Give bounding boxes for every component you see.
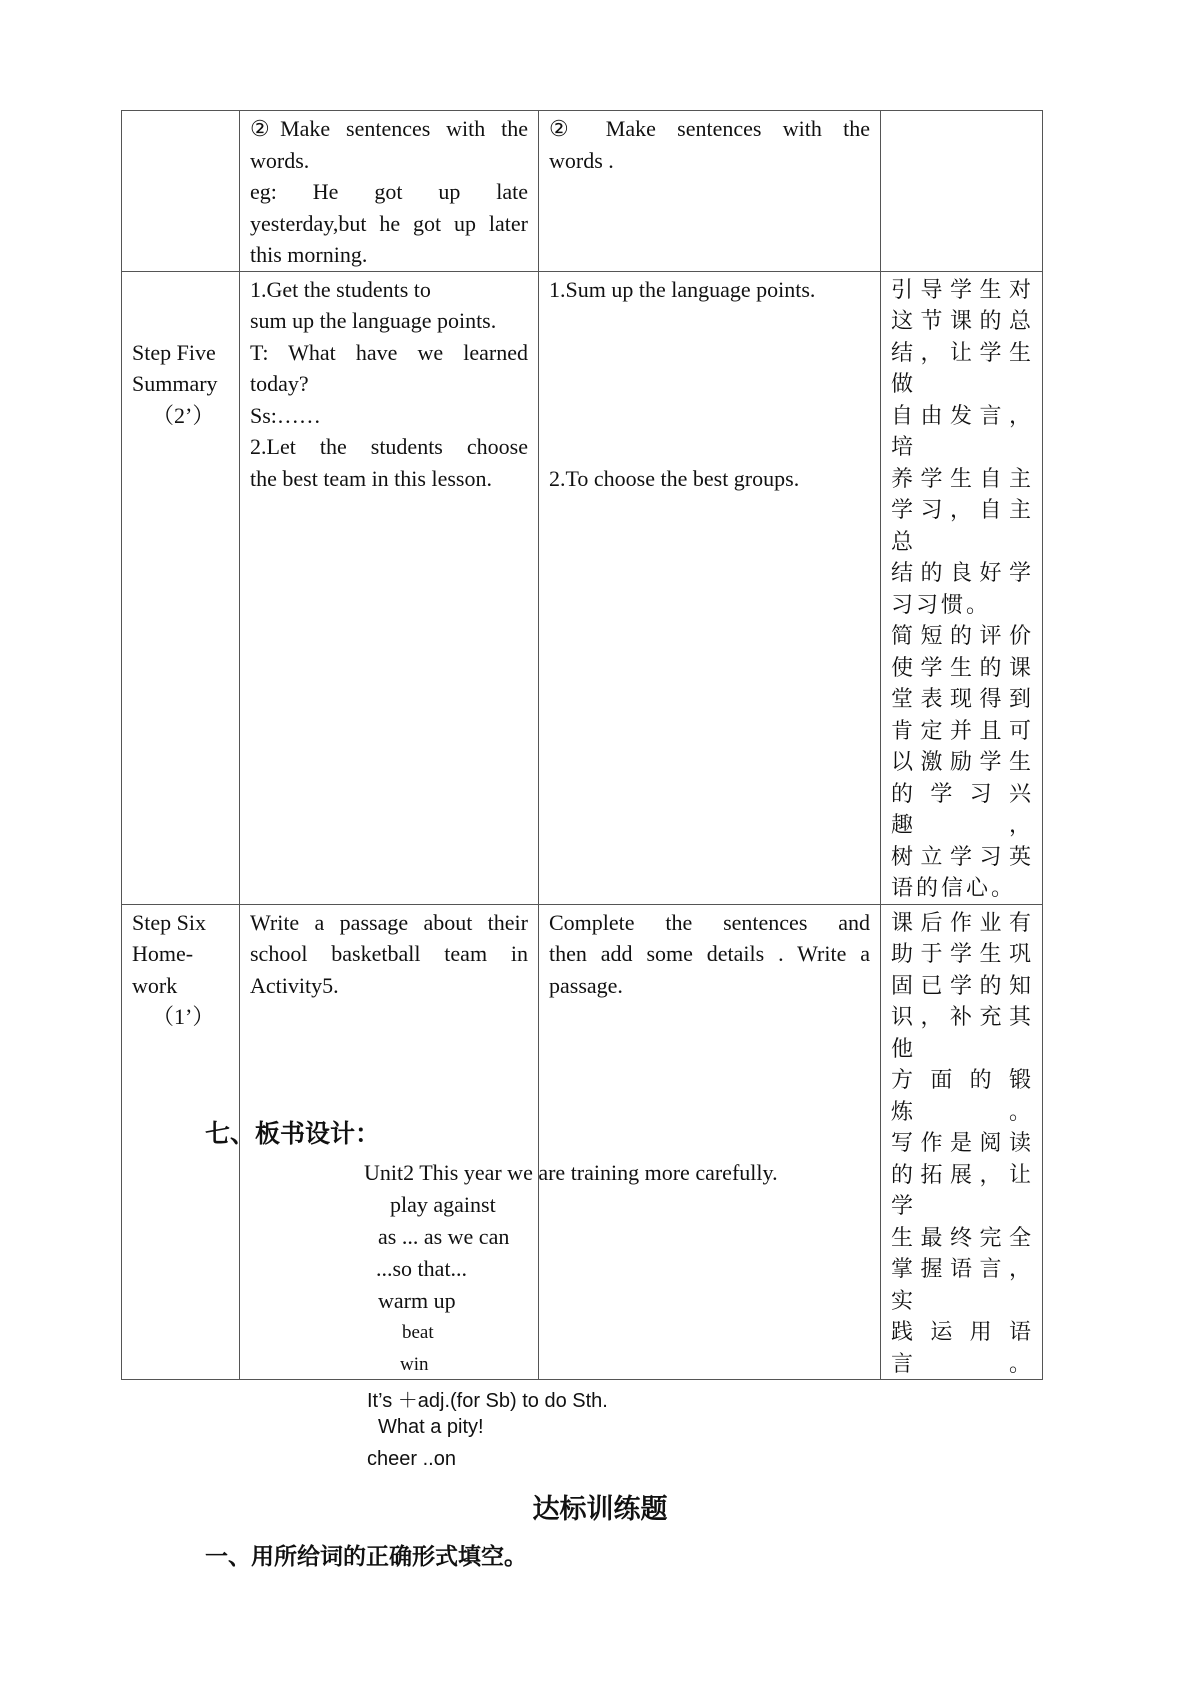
student-activity-cell [539,111,881,272]
note-text: 结，让学生做 [891,339,1034,396]
cell-text: words. [250,147,310,173]
spacer [549,305,870,337]
cell-text: 1.Get the students to [250,276,431,302]
cell-text: T: What have we learned [250,339,528,365]
step-time: （1’） [152,1004,215,1029]
cell-text: Activity5. [250,972,339,998]
cell-text: words . [549,147,614,173]
note-text: 践运用语言。 [891,1319,1034,1376]
cell-text: yesterday,but he got up later [250,210,528,236]
note-text: 课后作业有 [891,909,1034,935]
note-text: 学习，自主总 [891,497,1034,554]
note-text: 简短的评价 [891,623,1034,648]
board-item: It’s ＋adj.(for Sb) to do Sth. [367,1390,608,1412]
cell-text: ② Make sentences with the [549,116,870,141]
lesson-plan-table [121,110,1043,1380]
note-text: 方面的锻炼。 [891,1067,1034,1124]
board-item: play against [390,1192,496,1217]
board-title: Unit2 This year we are training more carefully. [364,1160,778,1185]
design-intent-cell [881,271,1043,904]
table-row [122,271,1043,904]
step-label: Summary [132,371,218,396]
note-text: 生最终完全 [891,1224,1034,1250]
cell-text: today? [250,371,309,396]
design-intent-cell [881,904,1043,1380]
note-text: 识，补充其他 [891,1004,1034,1061]
cell-text: school basketball team in [250,941,528,966]
cell-text: 2.Let the students choose [250,434,528,459]
cell-text: ②Make sentences with the [250,116,528,141]
board-item: beat [402,1322,434,1343]
step-cell [122,111,240,272]
cell-text: eg: He got up late [250,179,528,204]
board-item: cheer ..on [367,1448,456,1470]
note-text: 掌握语言，实 [891,1256,1034,1313]
spacer [549,337,870,369]
spacer [549,431,870,463]
cell-text: 2.To choose the best groups. [549,465,800,491]
note-text: 以激励学生 [891,749,1034,774]
note-text: 堂表现得到 [891,686,1034,711]
note-text: 引导学生对 [891,276,1034,302]
note-text: 写作是阅读 [891,1130,1034,1155]
note-text: 这节课的总 [891,308,1034,333]
cell-text: passage. [549,972,623,998]
note-text: 助于学生巩 [891,941,1034,966]
cell-text: this morning. [250,242,368,267]
design-intent-cell [881,111,1043,272]
student-activity-cell [539,271,881,904]
board-item: win [400,1354,429,1375]
student-activity-cell [539,904,881,1380]
spacer [132,305,233,337]
table-row [122,111,1043,272]
cell-text: the best team in this lesson. [250,465,492,491]
cell-text: sum up the language points. [250,308,497,333]
note-text: 结的良好学 [891,560,1034,585]
note-text: 肯定并且可 [891,717,1034,743]
teacher-activity-cell [240,271,539,904]
step-label: Home- [132,941,194,966]
board-design-heading: 七、板书设计： [205,1119,381,1148]
spacer [549,400,870,432]
cell-text: then add some details . Write a [549,941,870,966]
step-time: （2’） [152,402,215,428]
cell-text: Write a passage about their [250,909,528,935]
board-item: as ... as we can [378,1224,510,1249]
step-label: work [132,972,178,998]
cell-text: Complete the sentences and [549,909,870,935]
note-text: 使学生的课 [891,654,1034,680]
note-text: 固已学的知 [891,972,1034,998]
note-text: 树立学习英 [891,843,1034,869]
step-label: Step Six [132,909,206,935]
note-text: 自由发言，培 [891,402,1034,459]
step-cell [122,271,240,904]
cell-text: 1.Sum up the language points. [549,276,816,302]
note-text: 的拓展，让学 [891,1161,1034,1218]
spacer [549,368,870,400]
exercise-title: 达标训练题 [532,1494,668,1525]
note-text: 语的信心。 [891,875,1017,900]
board-item: What a pity! [378,1416,484,1438]
step-label: Step Five [132,339,216,365]
board-item: ...so that... [376,1256,468,1281]
teacher-activity-cell [240,111,539,272]
note-text: 的学习兴趣， [891,780,1034,837]
note-text: 养学生自主 [891,465,1034,491]
note-text: 习习惯。 [891,591,992,617]
board-item: warm up [378,1288,456,1313]
spacer [132,274,233,306]
cell-text: Ss:…… [250,402,321,428]
exercise-section-heading: 一、用所给词的正确形式填空。 [205,1544,527,1570]
